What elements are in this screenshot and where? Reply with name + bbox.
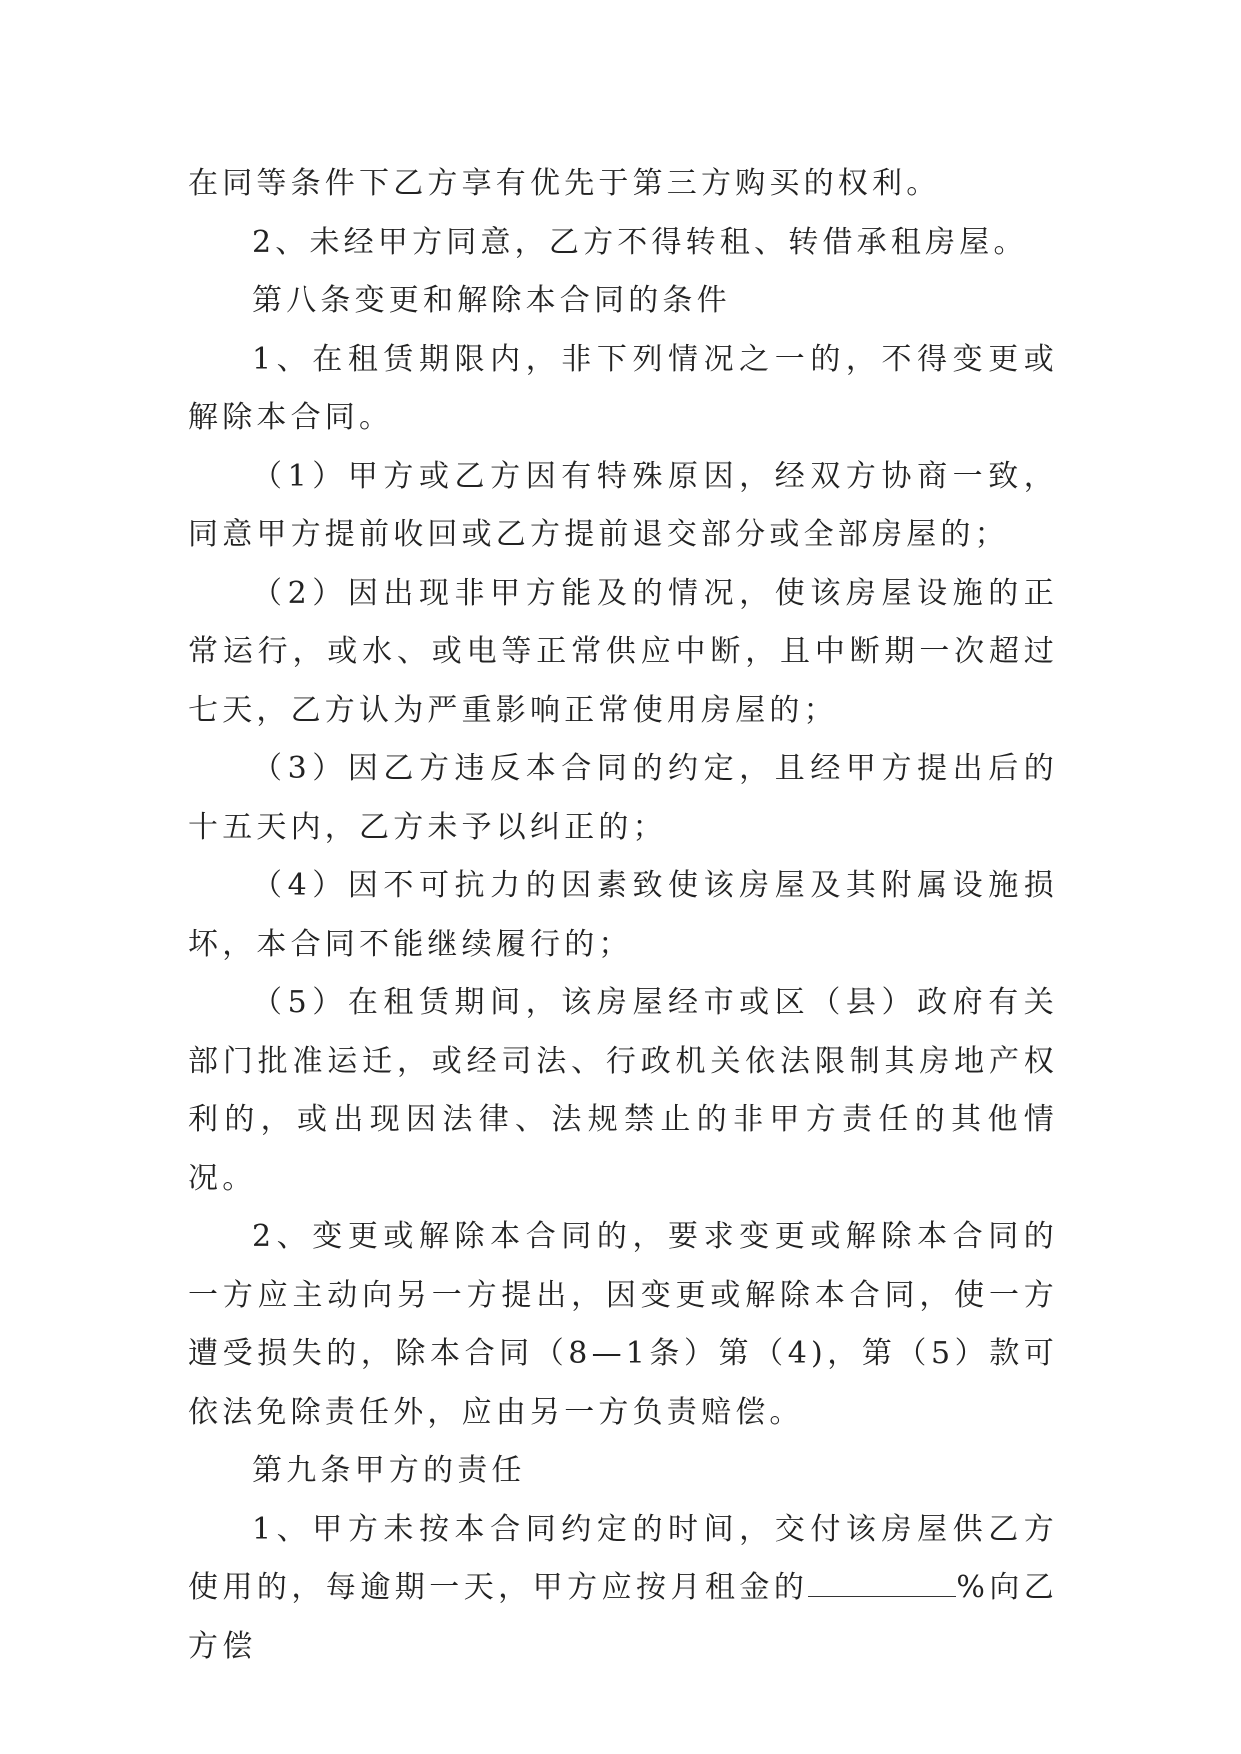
paragraph-item-1: （1）甲方或乙方因有特殊原因，经双方协商一致，同意甲方提前收回或乙方提前退交部分或全部房屋的；: [188, 458, 1058, 552]
heading-article-8: 第八条变更和解除本合同的条件: [252, 283, 731, 318]
paragraph-clause-8-2: 2、变更或解除本合同的，要求变更或解除本合同的一方应主动向另一方提出，因变更或解除本合同，使一方遭受损失的，除本合同（8—1条）第（4)，第（5）款可依法免除责任外，应由另一方负责赔偿。: [188, 1219, 1058, 1430]
paragraph-continuation: 在同等条件下乙方享有优先于第三方购买的权利。: [188, 166, 941, 201]
document-body: [188, 155, 1058, 1676]
fill-in-blank: [808, 1574, 956, 1597]
paragraph-clause-9-1: [188, 1501, 1058, 1677]
paragraph-item-3: （3）因乙方违反本合同的约定，且经甲方提出后的十五天内，乙方未予以纠正的；: [188, 751, 1058, 845]
paragraph-clause-7-2: 2、未经甲方同意，乙方不得转租、转借承租房屋。: [252, 224, 1028, 260]
paragraph-item-4: （4）因不可抗力的因素致使该房屋及其附属设施损坏，本合同不能继续履行的；: [188, 868, 1058, 962]
paragraph-item-5: （5）在租赁期间，该房屋经市或区（县）政府有关部门批准运迁，或经司法、行政机关依法限制其房地产权利的，或出现因法律、法规禁止的非甲方责任的其他情况。: [188, 985, 1058, 1196]
paragraph-clause-8-1: 1、在租赁期限内，非下列情况之一的，不得变更或解除本合同。: [188, 341, 1058, 435]
clause-9-1-text-before-blank: 1、甲方未按本合同约定的时间，交付该房屋供乙方使用的，每逾期一天，甲方应按月租金的: [188, 1511, 1058, 1605]
paragraph-item-2: （2）因出现非甲方能及的情况，使该房屋设施的正常运行，或水、或电等正常供应中断，且中断期一次超过七天，乙方认为严重影响正常使用房屋的；: [188, 575, 1058, 728]
clause-9-1-text-after-blank: %向乙方偿: [188, 1570, 1058, 1664]
heading-article-9: 第九条甲方的责任: [252, 1453, 526, 1488]
